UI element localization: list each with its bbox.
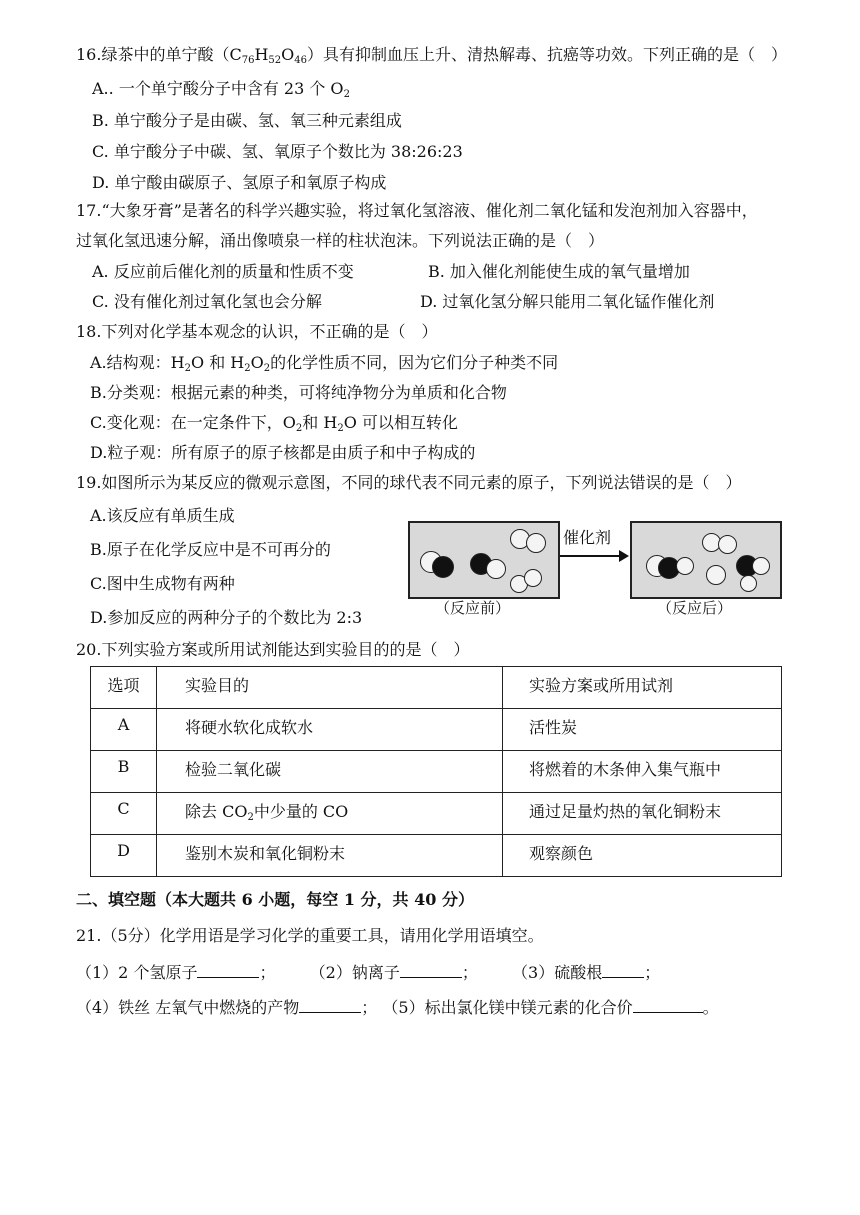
q19-option-b: B.原子在化学反应中是不可再分的 <box>90 540 331 559</box>
q21-line1: （1）2 个氢原子 ； （2）钠离子 ； （3）硫酸根 ； <box>76 963 661 982</box>
row-option: D <box>91 835 157 877</box>
reaction-diagram <box>405 513 783 619</box>
row-goal: 检验二氧化碳 <box>157 751 503 793</box>
white-atom <box>676 557 694 575</box>
q18-option-a: A.结构观：$H_2O$ 和 $H_2O_2$的化学性质不同，因为它们分子种类不同 <box>90 353 559 374</box>
table-header-goal: 实验目的 <box>157 667 503 709</box>
q17-option-c: C. 没有催化剂过氧化氢也会分解 <box>92 292 322 311</box>
q17-stem-line1: 17.“大象牙膏”是著名的科学兴趣实验，将过氧化氢溶液、催化剂二氧化锰和发泡剂加入容器中， <box>76 201 758 220</box>
white-atom <box>706 565 726 585</box>
q19-option-c: C.图中生成物有两种 <box>90 574 235 593</box>
options-table <box>90 666 782 877</box>
arrow-head-icon <box>619 550 629 562</box>
after-caption: （反应后） <box>657 599 733 617</box>
q19-option-d: D.参加反应的两种分子的个数比为 2:3 <box>90 608 363 627</box>
q21-stem: 21.（5分）化学用语是学习化学的重要工具，请用化学用语填空。 <box>76 926 544 945</box>
answer-blank[interactable] <box>602 963 644 978</box>
reaction-arrow <box>560 555 622 557</box>
table-header-option: 选项 <box>91 667 157 709</box>
q16-stem: 16.绿茶中的单宁酸$(C_{76}H_{52}O_{46})$具有抑制血压上升、清热解毒、抗癌等功效。下列正确的是（ ） <box>76 45 787 66</box>
q19-option-a: A.该反应有单质生成 <box>90 506 235 525</box>
white-atom <box>526 533 546 553</box>
answer-blank[interactable] <box>633 998 703 1013</box>
q17-stem-line2: 过氧化氢迅速分解，涌出像喷泉一样的柱状泡沫。下列说法正确的是（ ） <box>76 231 605 250</box>
row-plan: 观察颜色 <box>503 835 782 877</box>
q17-option-a: A. 反应前后催化剂的质量和性质不变 <box>92 262 354 281</box>
q16-option-a: A.. 一个单宁酸分子中含有 23 个 $O_2$ <box>92 79 350 100</box>
q19-stem: 19.如图所示为某反应的微观示意图，不同的球代表不同元素的原子，下列说法错误的是（ ） <box>76 473 742 492</box>
row-option: B <box>91 751 157 793</box>
answer-blank[interactable] <box>400 963 462 978</box>
black-atom <box>432 556 454 578</box>
q16-option-c: C. 单宁酸分子中碳、氢、氧原子个数比为 38:26:23 <box>92 142 463 161</box>
white-atom <box>740 575 757 592</box>
before-panel <box>408 521 560 599</box>
table-row <box>91 793 782 835</box>
row-plan: 通过足量灼热的氧化铜粉末 <box>503 793 782 835</box>
row-goal: 将硬水软化成软水 <box>157 709 503 751</box>
q21-line2: （4）铁丝 左氧气中燃烧的产物 ； （5）标出氯化镁中镁元素的化合价 。 <box>76 998 719 1017</box>
q17-option-b: B. 加入催化剂能使生成的氧气量增加 <box>428 262 690 281</box>
q18-option-d: D.粒子观：所有原子的原子核都是由质子和中子构成的 <box>90 443 476 462</box>
q16-option-b: B. 单宁酸分子是由碳、氢、氧三种元素组成 <box>92 111 402 130</box>
q18-option-b: B.分类观：根据元素的种类，可将纯净物分为单质和化合物 <box>90 383 507 402</box>
table-row <box>91 835 782 877</box>
after-panel <box>630 521 782 599</box>
row-option: A <box>91 709 157 751</box>
section-heading: 二、填空题（本大题共 6 小题，每空 1 分，共 40 分） <box>76 890 474 909</box>
answer-blank[interactable] <box>197 963 259 978</box>
q20-stem: 20.下列实验方案或所用试剂能达到实验目的的是（ ） <box>76 640 470 659</box>
row-option: C <box>91 793 157 835</box>
white-atom <box>718 535 737 554</box>
white-atom <box>486 559 506 579</box>
before-caption: （反应前） <box>435 599 511 617</box>
row-plan: 将燃着的木条伸入集气瓶中 <box>503 751 782 793</box>
q18-option-c: C.变化观：在一定条件下，$O_2$和 $H_2O$ 可以相互转化 <box>90 413 458 434</box>
white-atom <box>524 569 542 587</box>
table-row <box>91 709 782 751</box>
row-goal: 除去 $CO_2$中少量的 CO <box>157 793 503 835</box>
answer-blank[interactable] <box>299 998 361 1013</box>
q17-option-d: D. 过氧化氢分解只能用二氧化锰作催化剂 <box>420 292 715 311</box>
row-plan: 活性炭 <box>503 709 782 751</box>
row-goal: 鉴别木炭和氧化铜粉末 <box>157 835 503 877</box>
white-atom <box>752 557 770 575</box>
table-header-plan: 实验方案或所用试剂 <box>503 667 782 709</box>
catalyst-label: 催化剂 <box>563 528 612 547</box>
q16-option-d: D. 单宁酸由碳原子、氢原子和氧原子构成 <box>92 173 387 192</box>
table-row <box>91 751 782 793</box>
table-header-row <box>91 667 782 709</box>
q18-stem: 18.下列对化学基本观念的认识，不正确的是（ ） <box>76 322 438 341</box>
